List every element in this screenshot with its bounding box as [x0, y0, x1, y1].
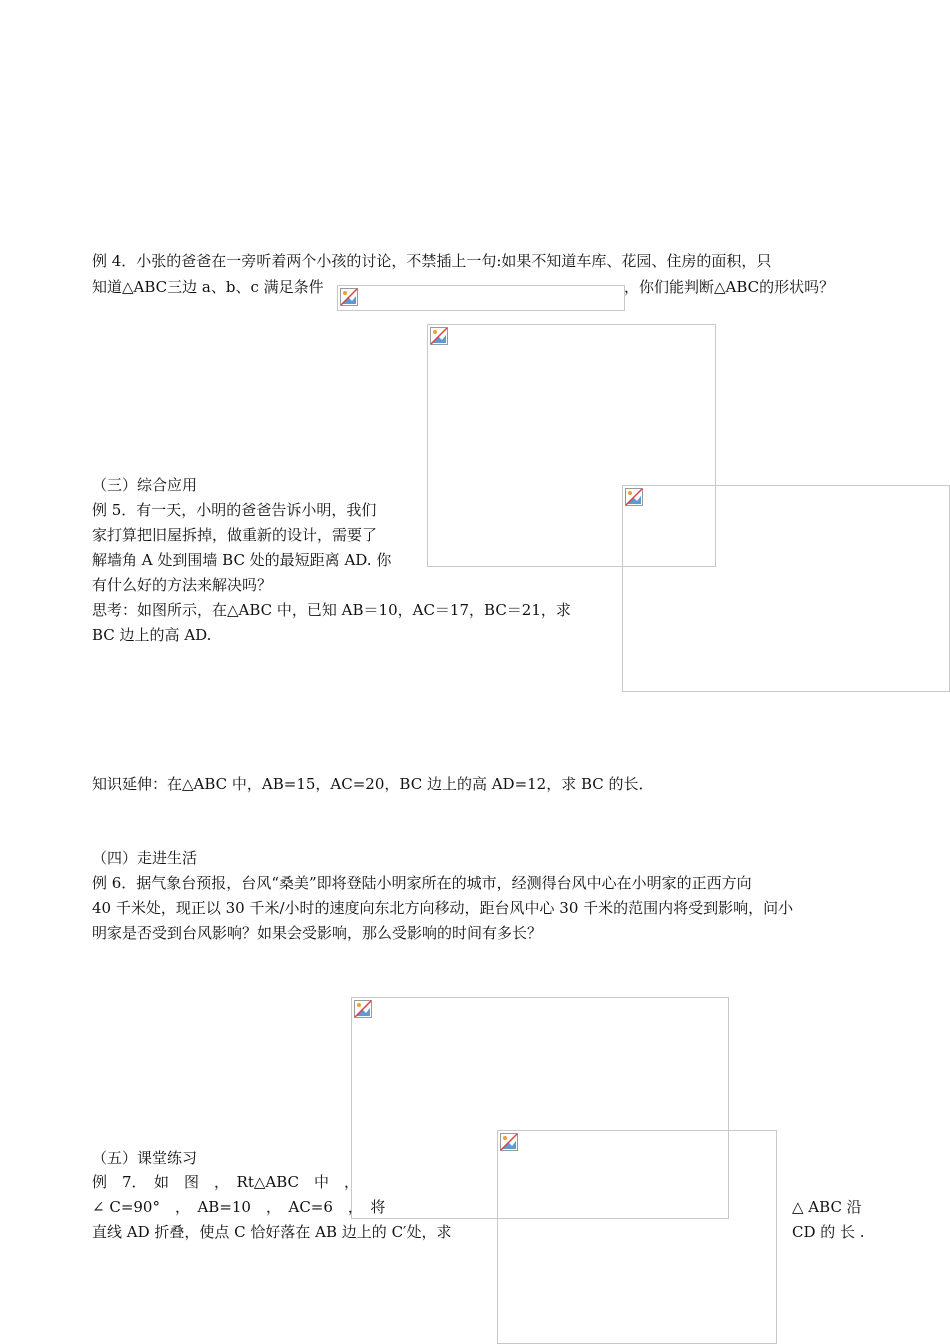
ex4-line-2a: 知道△ABC三边 a、b、c 满足条件 — [92, 278, 324, 296]
ex7-line-1: 例 7． 如 图 ， Rt△ABC 中 ， — [92, 1173, 360, 1191]
ex6-line-1: 例 6．据气象台预报，台风“桑美”即将登陆小明家所在的城市，经测得台风中心在小明家的正西方向 — [92, 874, 752, 892]
knowledge-extension: 知识延伸：在△ABC 中，AB=15，AC=20，BC 边上的高 AD=12，求 BC 的长． — [92, 775, 654, 793]
ex5-line-4: 有什么好的方法来解决吗？ — [92, 576, 273, 594]
broken-image-icon — [430, 327, 448, 345]
section-3-heading: （三）综合应用 — [92, 476, 198, 494]
think-line-2: BC 边上的高 AD. — [92, 626, 212, 644]
ex5-line-3: 解墙角 A 处到围墙 BC 处的最短距离 AD. 你 — [92, 551, 392, 569]
figure-image-placeholder-4 — [497, 1130, 777, 1344]
broken-image-icon — [500, 1133, 518, 1151]
ex6-line-3: 明家是否受到台风影响？如果会受影响，那么受影响的时间有多长？ — [92, 924, 543, 942]
section-4-heading: （四）走进生活 — [92, 849, 198, 867]
figure-image-placeholder-2 — [622, 485, 950, 692]
ex7-line-2: ∠ C=90° ， AB=10 ， AC=6 ， 将 — [92, 1198, 386, 1216]
ex7-line-2-right: △ ABC 沿 — [792, 1198, 862, 1216]
think-line-1: 思考：如图所示，在△ABC 中，已知 AB＝10，AC＝17，BC＝21，求 — [92, 601, 571, 619]
broken-image-icon — [340, 288, 358, 306]
ex4-line-1: 例 4．小张的爸爸在一旁听着两个小孩的讨论，不禁插上一句:如果不知道车库、花园、住房的面积，只 — [92, 252, 772, 270]
formula-image-placeholder — [337, 285, 625, 311]
ex5-line-1: 例 5．有一天，小明的爸爸告诉小明，我们 — [92, 501, 377, 519]
ex7-line-3: 直线 AD 折叠，使点 C 恰好落在 AB 边上的 C′处，求 — [92, 1223, 452, 1241]
ex4-line-2b: ，你们能判断△ABC的形状吗？ — [624, 278, 835, 296]
broken-image-icon — [625, 488, 643, 506]
ex6-line-2: 40 千米处，现正以 30 千米/小时的速度向东北方向移动，距台风中心 30 千米的范围内将受到影响，问小 — [92, 899, 794, 917]
ex5-line-2: 家打算把旧屋拆掉，做重新的设计，需要了 — [92, 526, 378, 544]
ex7-line-3-right: CD 的 长 . — [792, 1223, 865, 1241]
broken-image-icon — [354, 1000, 372, 1018]
section-5-heading: （五）课堂练习 — [92, 1149, 198, 1167]
